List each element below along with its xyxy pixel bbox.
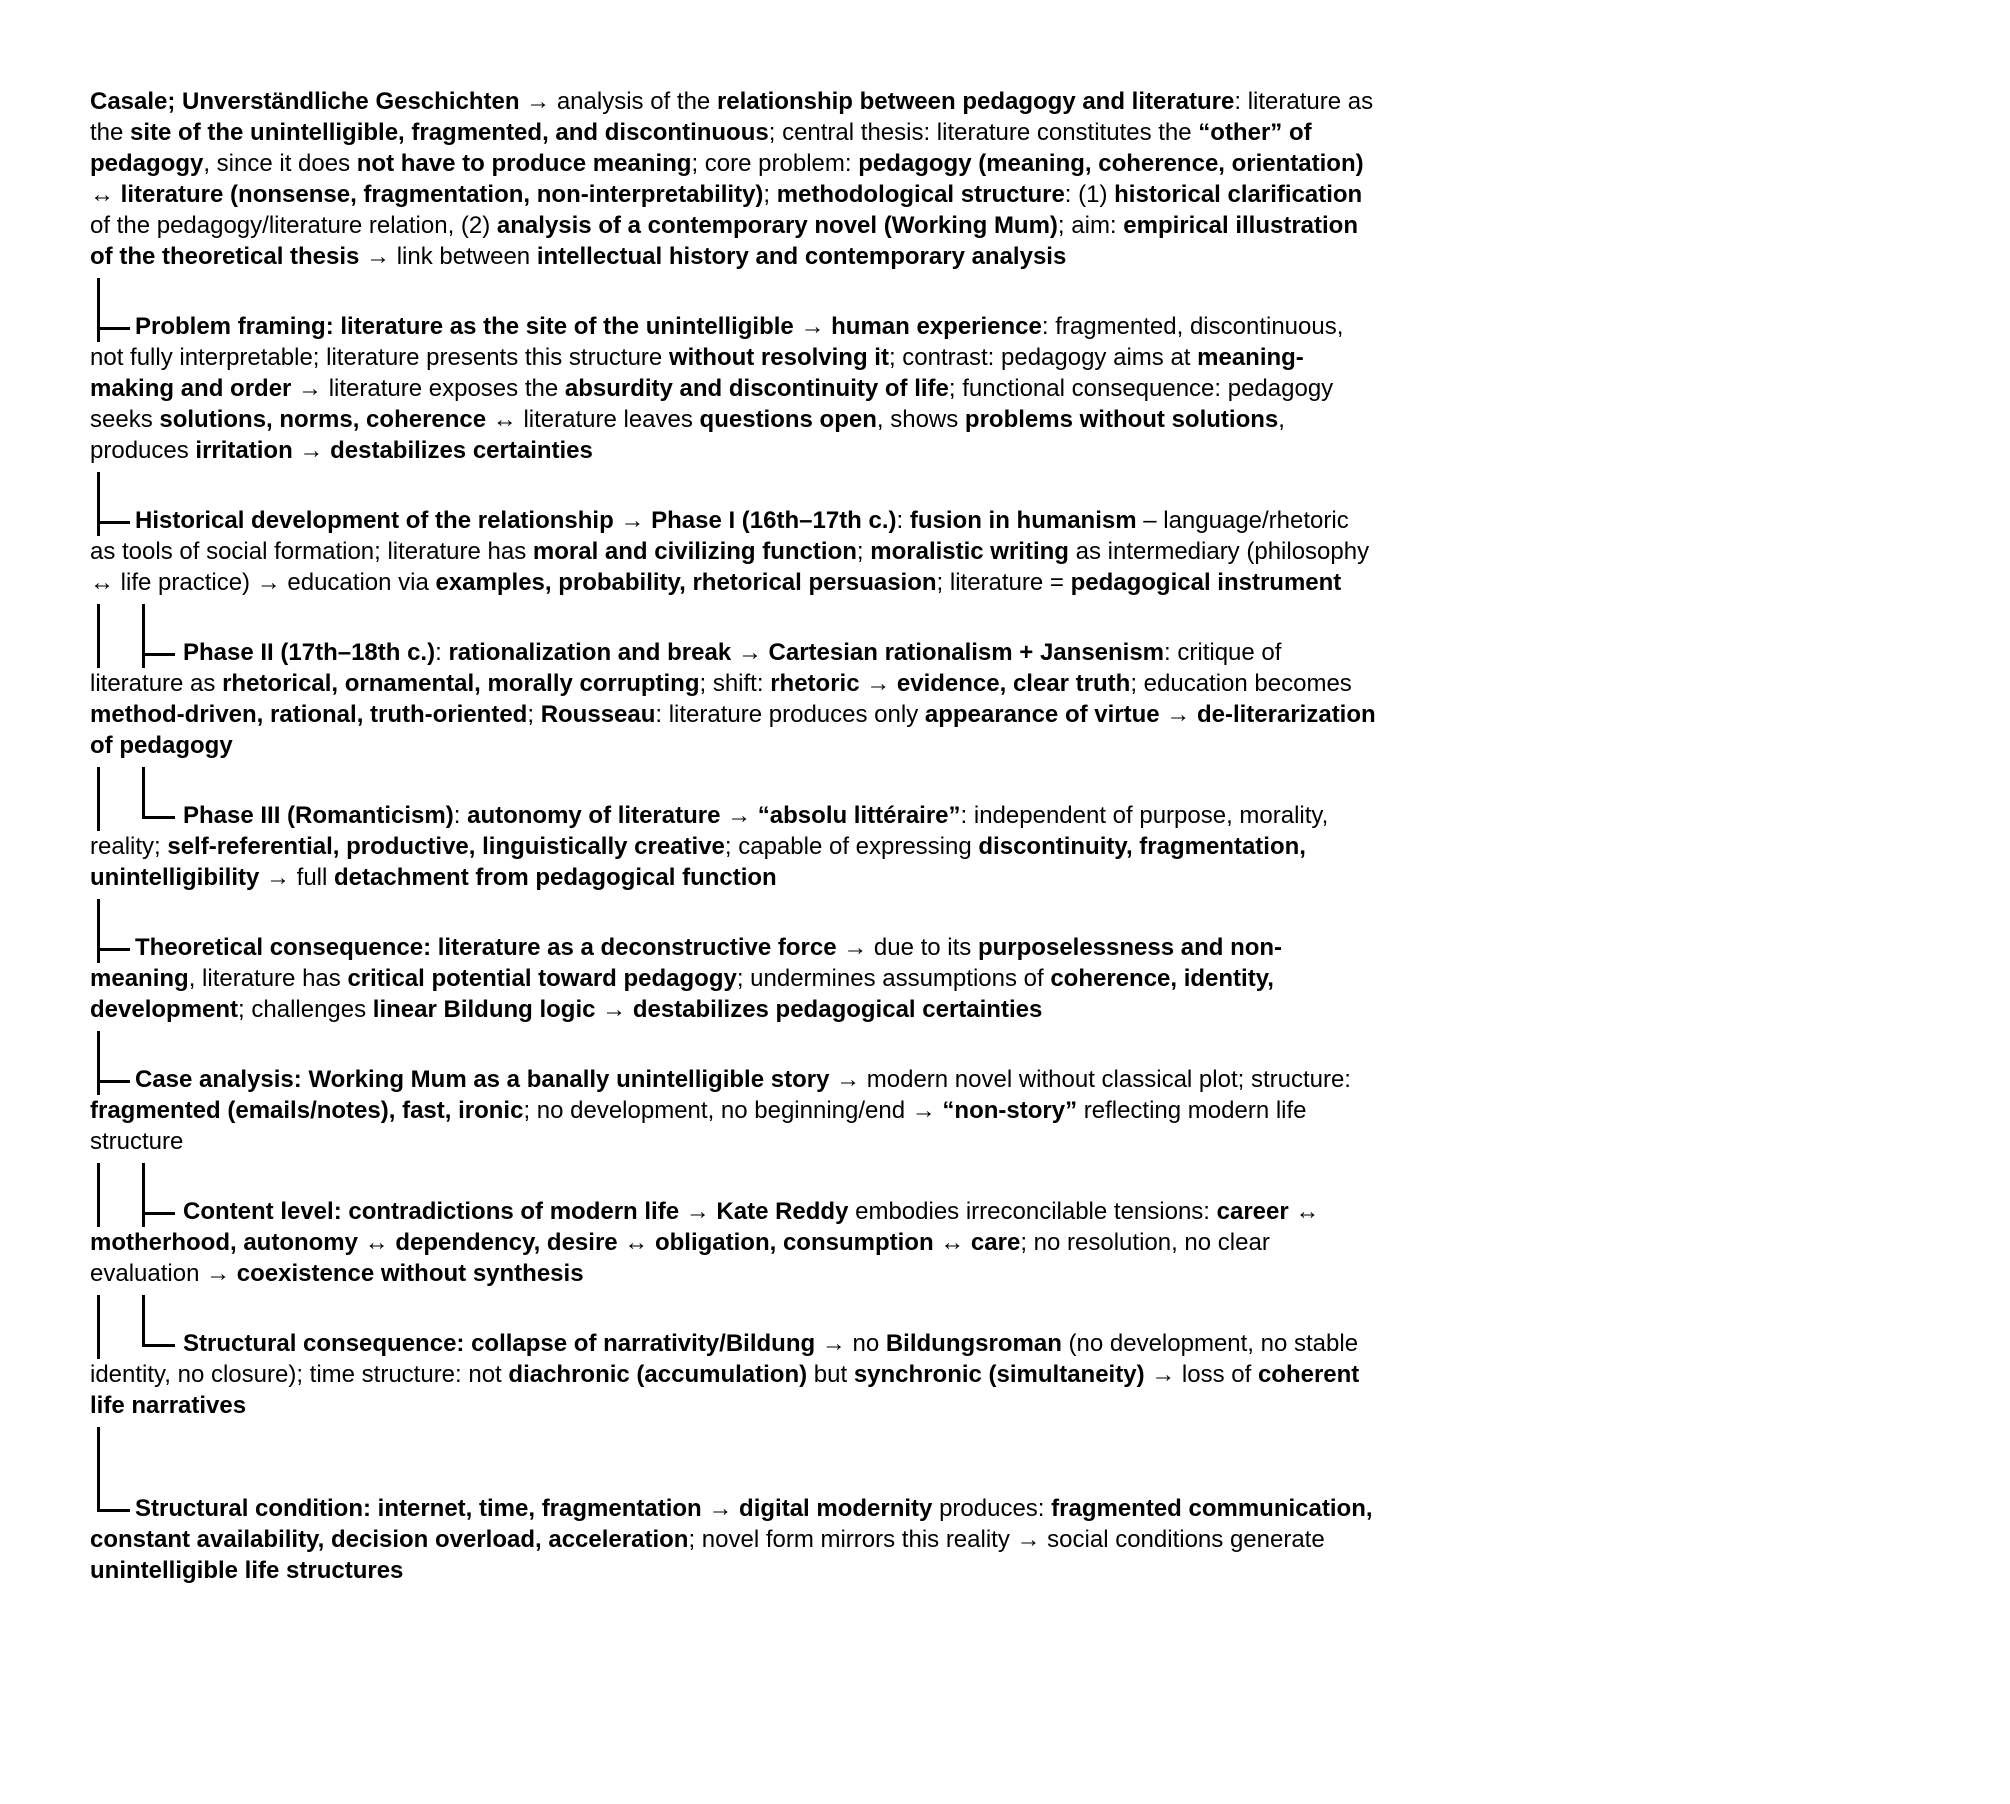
text-run: ; undermines assumptions of [736, 965, 1051, 992]
text-run: of the pedagogy/literature relation, (2) [90, 212, 497, 239]
bold-text-run: de-literarization of pedagogy [90, 701, 1376, 759]
text-run: ; central thesis: literature constitutes the [768, 119, 1199, 146]
tree-branch-line-icon [142, 816, 175, 819]
tree-riser-row [90, 472, 1380, 505]
bold-text-run: rhetoric [770, 670, 860, 697]
bold-text-run: destabilizes certainties [330, 437, 593, 464]
bold-text-run: self-referential, productive, linguistically creative [167, 833, 725, 860]
bold-text-run: method-driven, rational, truth-oriented [90, 701, 528, 728]
section-theoretical-consequence [90, 899, 1380, 1025]
tree-branch-line-icon [97, 1509, 130, 1512]
tree-vertical-line-icon [97, 1163, 100, 1196]
header-paragraph [90, 86, 1380, 272]
tree-riser-row [90, 767, 1380, 800]
section-paragraph [90, 637, 1380, 761]
text-run: embodies irreconcilable tensions: [848, 1198, 1217, 1225]
tree-vertical-line-icon [97, 278, 100, 311]
text-run: : [896, 507, 910, 534]
bold-text-run: questions open [699, 406, 877, 433]
tree-vertical-line-icon [97, 899, 100, 932]
bold-text-run: critical potential toward pedagogy [347, 965, 737, 992]
section-paragraph [90, 311, 1380, 466]
tree-vertical-line-icon [97, 1196, 100, 1227]
bold-text-run: Theoretical consequence: literature as a deconstructive force [135, 934, 837, 961]
bold-text-run: linear Bildung logic [372, 996, 596, 1023]
bold-text-run: site of the unintelligible, fragmented, and discontinuous [130, 119, 769, 146]
text-run: ; challenges [238, 996, 373, 1023]
section-paragraph [90, 1196, 1380, 1289]
section-paragraph [90, 1328, 1380, 1421]
bold-text-run: pedagogy (meaning, coherence, orientation) ↔ literature (nonsense, fragmentation, non-interpretability) [90, 150, 1364, 208]
bold-text-run: Content level: contradictions of modern life [183, 1198, 680, 1225]
bold-text-run: Casale; Unverständliche Geschichten [90, 88, 520, 115]
text-run: → [859, 670, 897, 697]
text-run: ; capable of expressing [724, 833, 979, 860]
text-run: : critique of literature as [90, 639, 1282, 697]
bold-text-run: relationship between pedagogy and literature [716, 88, 1235, 115]
tree-vertical-line-icon [142, 767, 145, 800]
bold-text-run: coexistence without synthesis [236, 1260, 584, 1287]
bold-text-run: purposelessness and non-meaning [90, 934, 1283, 992]
text-run: : [435, 639, 449, 666]
bold-text-run: rationalization and break [448, 639, 732, 666]
tree-riser-row [90, 278, 1380, 311]
bold-text-run: absurdity and discontinuity of life [564, 375, 949, 402]
bold-text-run: not have to produce meaning [356, 150, 692, 177]
text-run: : independent of purpose, morality, reality; [90, 802, 1329, 860]
text-run: → [613, 507, 652, 534]
text-run: ; shift: [699, 670, 771, 697]
bold-text-run: coherence, identity, development [90, 965, 1274, 1023]
tree-vertical-line-icon [142, 604, 145, 637]
text-run: ; [527, 701, 541, 728]
bold-text-run: Phase I (16th–17th c.) [651, 507, 897, 534]
tree-branch-line-icon [142, 653, 175, 656]
text-run: ; functional consequence: pedagogy seeks [90, 375, 1334, 433]
bold-text-run: Case analysis: Working Mum as a banally unintelligible story [135, 1066, 830, 1093]
text-run: , shows [876, 406, 965, 433]
tree-vertical-line-icon [142, 1163, 145, 1196]
text-run: → [731, 639, 769, 666]
text-run: → [595, 996, 633, 1023]
tree-vertical-line-icon [97, 1295, 100, 1328]
section-case-analysis [90, 1031, 1380, 1157]
bold-text-run: without resolving it [668, 344, 889, 371]
bold-text-run: Structural condition: internet, time, fragmentation [135, 1495, 702, 1522]
section-structural-condition [90, 1427, 1380, 1586]
bold-text-run: coherent life narratives [90, 1361, 1360, 1419]
tree-vertical-line-icon [97, 637, 100, 668]
bold-text-run: discontinuity, fragmentation, unintelligibility [90, 833, 1306, 891]
text-run: – language/rhetoric as tools of social formation; literature has [90, 507, 1349, 565]
bold-text-run: empirical illustration of the theoretical thesis [90, 212, 1358, 270]
bold-text-run: historical clarification [1114, 181, 1363, 208]
text-run: → no [815, 1330, 886, 1357]
text-run: → [793, 313, 832, 340]
tree-vertical-line-icon [97, 800, 100, 831]
tree-vertical-line-icon [97, 1328, 100, 1359]
bold-text-run: intellectual history and contemporary analysis [536, 243, 1067, 270]
bold-text-run: appearance of virtue [924, 701, 1160, 728]
bold-text-run: “absolu littéraire” [757, 802, 961, 829]
text-run: , literature has [188, 965, 348, 992]
bold-text-run: Kate Reddy [716, 1198, 849, 1225]
tree-riser-row [90, 1031, 1380, 1064]
tree-vertical-line-icon [97, 767, 100, 800]
text-run: → [1159, 701, 1197, 728]
bold-text-run: moralistic writing [870, 538, 1069, 565]
bold-text-run: Cartesian rationalism + Jansenism [768, 639, 1165, 666]
text-run: → analysis of the [519, 88, 717, 115]
text-run: : literature as the [90, 88, 1374, 146]
text-run: but [807, 1361, 854, 1388]
section-paragraph [90, 1493, 1380, 1586]
bold-text-run: fragmented communication, constant availability, decision overload, acceleration [90, 1495, 1373, 1553]
text-run: → modern novel without classical plot; structure: [829, 1066, 1351, 1093]
bold-text-run: meaning-making and order [90, 344, 1304, 402]
outline [90, 278, 1380, 1586]
tree-vertical-line-icon [142, 1295, 145, 1328]
text-run: → [292, 437, 331, 464]
bold-text-run: solutions, norms, coherence [159, 406, 487, 433]
bold-text-run: Phase III (Romanticism) [183, 802, 454, 829]
bold-text-run: digital modernity [739, 1495, 933, 1522]
text-run: : fragmented, discontinuous, not fully interpretable; literature presents this structure [90, 313, 1344, 371]
tree-vertical-line-icon [97, 1031, 100, 1064]
tree-branch-line-icon [97, 1080, 130, 1083]
tree-riser-row [90, 604, 1380, 637]
text-run: , produces [90, 406, 1285, 464]
bold-text-run: problems without solutions [964, 406, 1279, 433]
bold-text-run: synchronic (simultaneity) [853, 1361, 1145, 1388]
text-run: reflecting modern life structure [90, 1097, 1307, 1155]
text-run: ; core problem: [691, 150, 859, 177]
bold-text-run: human experience [831, 313, 1042, 340]
section-historical-development [90, 472, 1380, 598]
section-content-level [90, 1163, 1380, 1289]
tree-riser-row [90, 1163, 1380, 1196]
bold-text-run: Rousseau [540, 701, 656, 728]
text-run: ; education becomes [1130, 670, 1352, 697]
text-run: ; literature = [936, 569, 1071, 596]
text-run: ; no development, no beginning/end → [523, 1097, 943, 1124]
text-run: ; [856, 538, 871, 565]
text-run: → literature exposes the [291, 375, 565, 402]
tree-branch-line-icon [97, 327, 130, 330]
text-run: → loss of [1144, 1361, 1258, 1388]
document-content [90, 86, 1380, 1586]
tree-riser-row [90, 899, 1380, 932]
bold-text-run: autonomy of literature [467, 802, 721, 829]
section-paragraph [90, 505, 1380, 598]
section-problem-framing [90, 278, 1380, 466]
text-run: : [453, 802, 468, 829]
text-run: produces: [932, 1495, 1052, 1522]
bold-text-run: Historical development of the relationship [135, 507, 614, 534]
text-run: ; contrast: pedagogy aims at [888, 344, 1198, 371]
bold-text-run: career ↔ motherhood, autonomy ↔ dependency, desire ↔ obligation, consumption ↔ care [90, 1198, 1320, 1256]
tree-vertical-line-icon [97, 472, 100, 505]
text-run: → due to its [836, 934, 978, 961]
text-run: (no development, no stable identity, no closure); time structure: not [90, 1330, 1359, 1388]
bold-text-run: unintelligible life structures [90, 1557, 404, 1584]
tree-branch-line-icon [97, 948, 130, 951]
bold-text-run: analysis of a contemporary novel (Working Mum) [496, 212, 1058, 239]
bold-text-run: fusion in humanism [909, 507, 1137, 534]
bold-text-run: Phase II (17th–18th c.) [183, 639, 436, 666]
text-run: ; novel form mirrors this reality → social conditions generate [688, 1526, 1325, 1553]
tree-riser-row [90, 1427, 1380, 1493]
text-run: → link between [359, 243, 537, 270]
text-run: , since it does [203, 150, 357, 177]
text-run: ; no resolution, no clear evaluation → [90, 1229, 1270, 1287]
text-run: : literature produces only [655, 701, 925, 728]
text-run: → full [259, 864, 335, 891]
text-run: → [720, 802, 758, 829]
tree-branch-line-icon [142, 1212, 175, 1215]
bold-text-run: “non-story” [942, 1097, 1078, 1124]
section-paragraph [90, 800, 1380, 893]
text-run: ; [763, 181, 777, 208]
tree-branch-line-icon [97, 521, 130, 524]
bold-text-run: rhetorical, ornamental, morally corrupting [222, 670, 700, 697]
text-run: ↔ literature leaves [486, 406, 700, 433]
bold-text-run: destabilizes pedagogical certainties [632, 996, 1043, 1023]
bold-text-run: detachment from pedagogical function [334, 864, 777, 891]
text-run: → [679, 1198, 717, 1225]
text-run: → [701, 1495, 740, 1522]
section-phase-2 [90, 604, 1380, 761]
tree-branch-line-icon [142, 1344, 175, 1347]
section-paragraph [90, 932, 1380, 1025]
bold-text-run: diachronic (accumulation) [508, 1361, 808, 1388]
section-structural-consequence [90, 1295, 1380, 1421]
bold-text-run: “other” of pedagogy [90, 119, 1312, 177]
section-paragraph [90, 1064, 1380, 1157]
text-run: as intermediary (philosophy ↔ life practice) → education via [90, 538, 1370, 596]
tree-vertical-line-icon [97, 604, 100, 637]
bold-text-run: Problem framing: literature as the site of the unintelligible [135, 313, 794, 340]
bold-text-run: pedagogical instrument [1070, 569, 1342, 596]
bold-text-run: Structural consequence: collapse of narrativity/Bildung [183, 1330, 816, 1357]
bold-text-run: irritation [195, 437, 293, 464]
bold-text-run: moral and civilizing function [532, 538, 857, 565]
bold-text-run: Bildungsroman [885, 1330, 1062, 1357]
tree-riser-row [90, 1295, 1380, 1328]
bold-text-run: fragmented (emails/notes), fast, ironic [90, 1097, 524, 1124]
tree-vertical-line-icon [97, 1427, 100, 1493]
section-phase-3 [90, 767, 1380, 893]
text-run: ; aim: [1057, 212, 1124, 239]
bold-text-run: methodological structure [776, 181, 1065, 208]
bold-text-run: examples, probability, rhetorical persuasion [435, 569, 937, 596]
bold-text-run: evidence, clear truth [896, 670, 1131, 697]
text-run: : (1) [1064, 181, 1115, 208]
